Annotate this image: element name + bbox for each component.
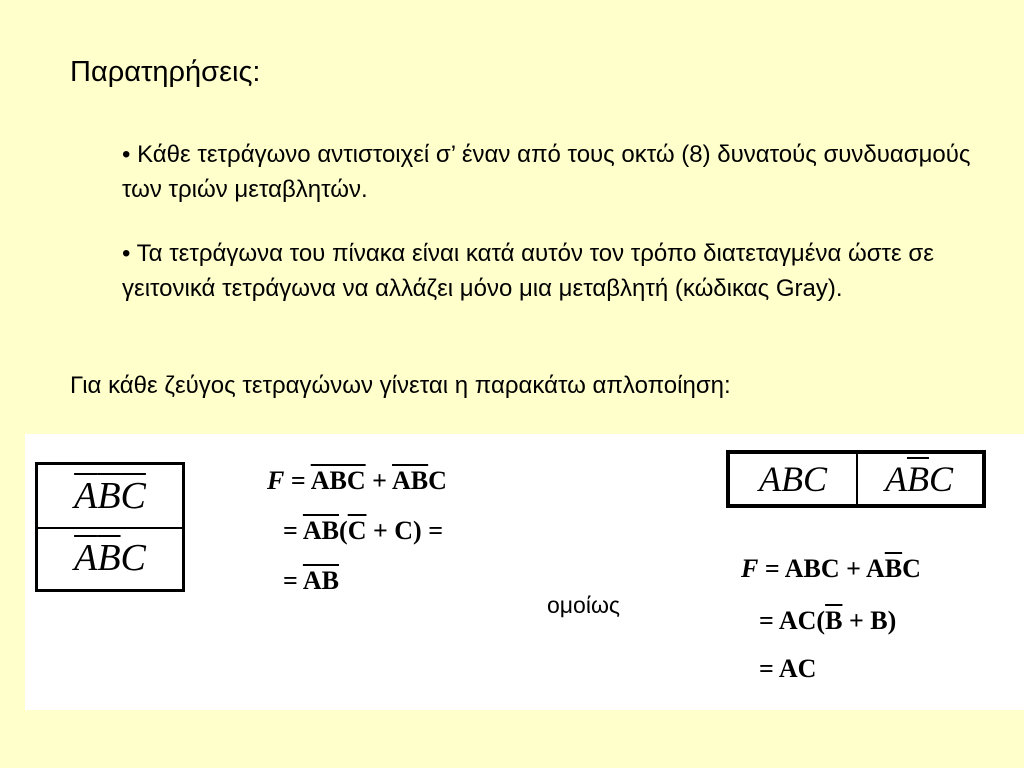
- left-kmap-cell: [38, 465, 182, 529]
- kmap-var: $\overline{B}$: [97, 537, 121, 579]
- kmap-var: C: [120, 537, 146, 579]
- kmap-term: ABC: [759, 459, 827, 499]
- kmap-var: $\overline{C}$: [120, 475, 146, 517]
- right-kmap-cell: [856, 454, 982, 504]
- eq-token: $\overline{AB}$: [302, 566, 340, 595]
- eq-token: (: [339, 516, 348, 545]
- eq-token: $\overline{AB}$: [392, 466, 429, 495]
- eq-token: $\overline{B}$: [825, 606, 843, 635]
- eq-token: = AC: [759, 654, 817, 683]
- example-panel: [25, 434, 1024, 710]
- bullet-gray-squares: • Κάθε τετράγωνο αντιστοιχεί σ’ έναν από τους οκτώ (8) δυνατούς συνδυασμούς των τριών μεταβλητών.: [122, 141, 971, 203]
- eq-token: $\overline{B}$: [884, 554, 903, 583]
- eq-token: = ABC + A: [758, 554, 885, 583]
- simplification-intro: Για κάθε ζεύγος τετραγώνων γίνεται η παρακάτω απλοποίηση:: [70, 372, 731, 399]
- kmap-var: A: [884, 459, 907, 499]
- eq-token: C: [902, 554, 921, 583]
- left-kmap-cell: [38, 527, 182, 589]
- eq-token: =: [284, 466, 311, 495]
- left-equation-line-2: [283, 516, 443, 546]
- right-kmap-cell: [730, 454, 858, 504]
- kmap-var: $\overline{B}$: [97, 475, 121, 517]
- right-equation-line-3: [759, 654, 816, 684]
- eq-token: = AC(: [759, 606, 826, 635]
- kmap-term: [885, 458, 953, 500]
- eq-token: C: [428, 466, 447, 495]
- eq-token: + C) =: [366, 516, 444, 545]
- kmap-term: [74, 474, 146, 518]
- bullet-gray-code: • Τα τετράγωνα του πίνακα είναι κατά αυτόν τον τρόπο διατεταγμένα ώστε σε γειτονικά τετράγωνα να αλλάζει μόνο μια μεταβλητή (κώδικας Gray).: [122, 240, 934, 302]
- eq-token: + B): [842, 606, 897, 635]
- eq-token: =: [283, 566, 303, 595]
- eq-token: F: [741, 554, 759, 583]
- left-equation-line-3: [283, 566, 339, 596]
- eq-token: $\overline{ABC}$: [310, 466, 366, 495]
- kmap-var: C: [928, 459, 953, 499]
- left-equation-line-1: [267, 466, 447, 496]
- kmap-term: [74, 536, 146, 580]
- eq-token: $\overline{AB}$: [302, 516, 340, 545]
- right-equation-line-1: [741, 554, 921, 584]
- eq-token: $\overline{C}$: [347, 516, 367, 545]
- eq-token: =: [283, 516, 303, 545]
- similarly-label: ομοίως: [547, 592, 620, 618]
- eq-token: F: [267, 466, 285, 495]
- kmap-var: $\overline{A}$: [74, 537, 98, 579]
- slide-heading: Παρατηρήσεις:: [70, 56, 261, 88]
- eq-token: +: [365, 466, 393, 495]
- kmap-var: $\overline{A}$: [74, 475, 98, 517]
- kmap-var: $\overline{B}$: [906, 459, 929, 499]
- right-kmap-pair: [726, 450, 986, 508]
- right-equation-line-2: [759, 606, 896, 636]
- left-kmap-pair: [35, 462, 185, 592]
